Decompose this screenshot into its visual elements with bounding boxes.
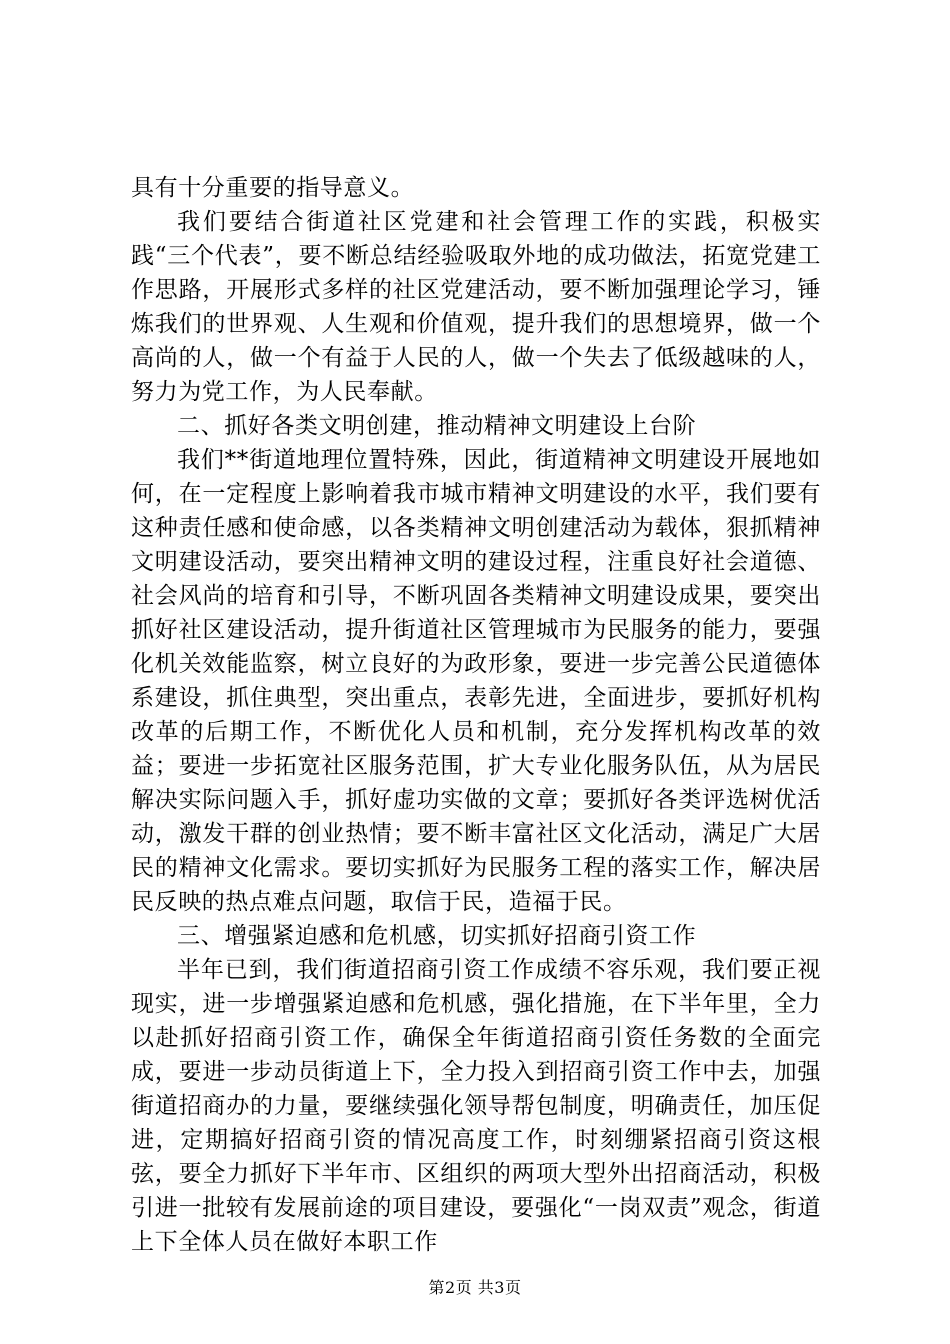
paragraph-investment: 半年已到，我们街道招商引资工作成绩不容乐观，我们要正视现实，进一步增强紧迫感和危机感，强化措施，在下半年里，全力以赴抓好招商引资工作，确保全年街道招商引资任务数的全面完成，要进一步动员街道上下，全力投入到招商引资工作中去，加强街道招商办的力量，要继续强化领导帮包制度，明确责任，加压促进，定期搞好招商引资的情况高度工作，时刻绷紧招商引资这根弦，要全力抓好下半年市、区组织的两项大型外出招商活动，积极引进一批较有发展前途的项目建设，要强化“一岗双责”观念，街道上下全体人员在做好本职工作 <box>131 957 821 1255</box>
paragraph-continuation: 具有十分重要的指导意义。 <box>131 175 415 201</box>
page-number-label: 第2页 共3页 <box>428 1278 522 1297</box>
page-footer <box>0 1278 950 1298</box>
document-body <box>131 171 821 1259</box>
section-heading-civilization: 二、抓好各类文明创建，推动精神文明建设上台阶 <box>177 413 697 439</box>
paragraph-civilization: 我们**街道地理位置特殊，因此，街道精神文明建设开展地如何，在一定程度上影响着我市城市精神文明建设的水平，我们要有这种责任感和使命感，以各类精神文明创建活动为载体，狠抓精神文明建设活动，要突出精神文明的建设过程，注重良好社会道德、社会风尚的培育和引导，不断巩固各类精神文明建设成果，要突出抓好社区建设活动，提升街道社区管理城市为民服务的能力，要强化机关效能监察，树立良好的为政形象，要进一步完善公民道德体系建设，抓住典型，突出重点，表彰先进，全面进步，要抓好机构改革的后期工作，不断优化人员和机制，充分发挥机构改革的效益；要进一步拓宽社区服务范围，扩大专业化服务队伍，从为居民解决实际问题入手，抓好虚功实做的文章；要抓好各类评选树优活动，激发干群的创业热情；要不断丰富社区文化活动，满足广大居民的精神文化需求。要切实抓好为民服务工程的落实工作，解决居民反映的热点难点问题，取信于民，造福于民。 <box>131 447 821 915</box>
section-heading-investment: 三、增强紧迫感和危机感，切实抓好招商引资工作 <box>177 923 697 949</box>
paragraph-party-building: 我们要结合街道社区党建和社会管理工作的实践，积极实践“三个代表”，要不断总结经验吸取外地的成功做法，拓宽党建工作思路，开展形式多样的社区党建活动，要不断加强理论学习，锤炼我们的世界观、人生观和价值观，提升我们的思想境界，做一个高尚的人，做一个有益于人民的人，做一个失去了低级越味的人，努力为党工作，为人民奉献。 <box>131 209 821 405</box>
